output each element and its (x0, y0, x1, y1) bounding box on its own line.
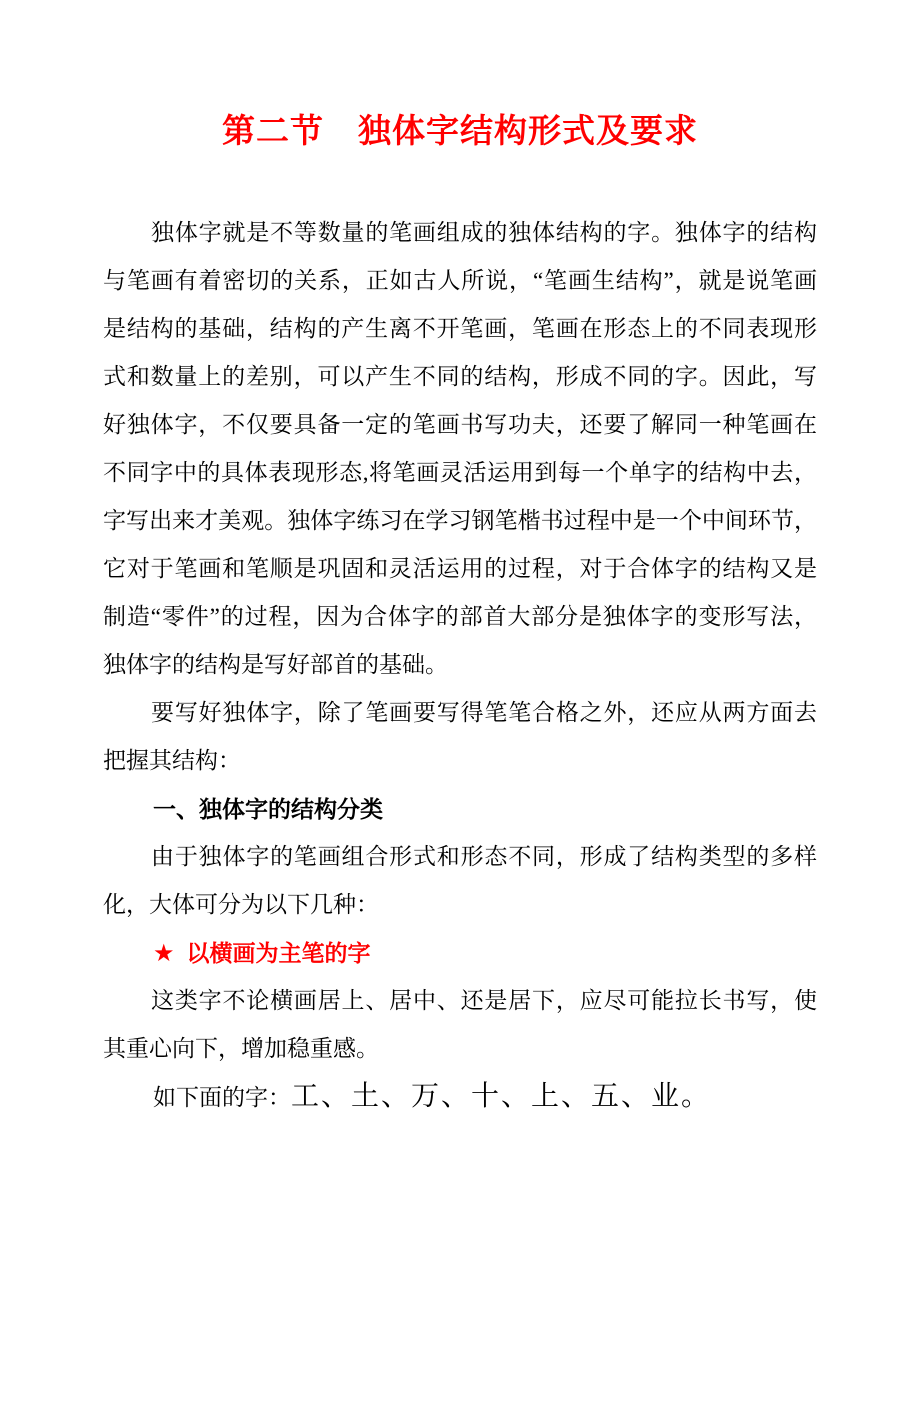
star-heading (103, 929, 817, 977)
text-line: 由于独体字的笔画组合形式和形态不同，形成了结构类型的多样 (151, 844, 817, 869)
text-line: 其重心向下，增加稳重感。 (103, 1036, 379, 1061)
text-line: 是结构的基础，结构的产生离不开笔画，笔画在形态上的不同表现形 (103, 316, 817, 341)
example-prefix: 如下面的字： (153, 1085, 291, 1110)
text-line: 式和数量上的差别，可以产生不同的结构，形成不同的字。因此，写 (103, 364, 817, 389)
text-line: 独体字就是不等数量的笔画组成的独体结构的字。独体字的结构 (151, 220, 817, 245)
paragraph-two-aspects (103, 689, 817, 785)
page-title: 第二节 独体字结构形式及要求 (222, 114, 698, 150)
paragraph-classification-intro (103, 833, 817, 929)
text-line: 这类字不论横画居上、居中、还是居下，应尽可能拉长书写，使 (151, 988, 817, 1013)
text-line: 化，大体可分为以下几种： (103, 892, 379, 917)
star-heading-label: 以横画为主笔的字 (186, 940, 371, 966)
text-line: 不同字中的具体表现形态,将笔画灵活运用到每一个单字的结构中去， (103, 460, 817, 485)
paragraph-horizontal-stroke-rule (103, 977, 817, 1073)
document-page (0, 108, 920, 1410)
text-line: 要写好独体字，除了笔画要写得笔笔合格之外，还应从两方面去 (151, 700, 817, 725)
example-characters: 工、土、万、十、上、五、业。 (291, 1081, 712, 1112)
text-line: 与笔画有着密切的关系，正如古人所说，“笔画生结构”，就是说笔画 (103, 268, 817, 293)
star-icon: ★ (153, 940, 175, 967)
text-line: 把握其结构： (103, 748, 241, 773)
text-line: 制造“零件”的过程，因为合体字的部首大部分是独体字的变形写法， (103, 604, 817, 629)
example-line (103, 1073, 817, 1121)
section-heading-structure-classification: 一、独体字的结构分类 (153, 796, 383, 822)
document-content (0, 108, 920, 1121)
text-line: 它对于笔画和笔顺是巩固和灵活运用的过程，对于合体字的结构又是 (103, 556, 817, 581)
paragraph-intro (103, 209, 817, 689)
text-line: 独体字的结构是写好部首的基础。 (103, 652, 448, 677)
text-line: 字写出来才美观。独体字练习在学习钢笔楷书过程中是一个中间环节， (103, 508, 817, 533)
text-line: 好独体字，不仅要具备一定的笔画书写功夫，还要了解同一种笔画在 (103, 412, 817, 437)
